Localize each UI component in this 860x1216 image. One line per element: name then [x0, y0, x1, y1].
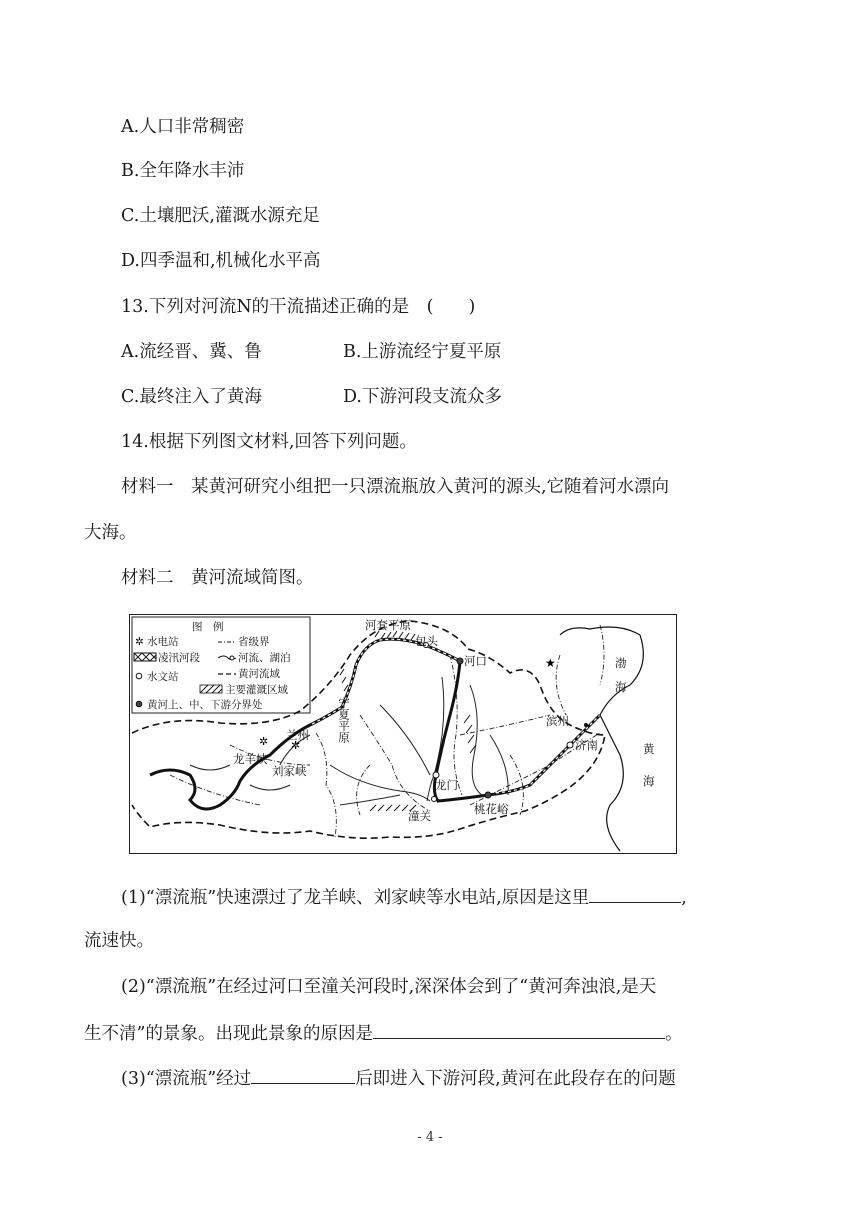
material-1-line-1: 材料一 某黄河研究小组把一只漂流瓶放入黄河的源头,它随着河水漂向: [121, 477, 670, 497]
answer-blank-3[interactable]: [251, 1065, 355, 1084]
option-12d: D.四季温和,机械化水平高: [121, 251, 321, 271]
label-hetao: 河套平原: [365, 618, 411, 632]
question-14-stem: 14.根据下列图文材料,回答下列问题。: [121, 432, 417, 452]
option-13b: B.上游流经宁夏平原: [343, 342, 502, 362]
option-12b: B.全年降水丰沛: [121, 161, 245, 181]
label-binzhou: 滨州: [546, 714, 569, 728]
beijing-star-icon: ★: [545, 656, 556, 670]
legend-river-lake: 河流、湖泊: [238, 652, 291, 664]
label-bohai-1: 渤: [615, 656, 627, 670]
option-12c: C.土壤肥沃,灌溉水源充足: [121, 206, 320, 226]
option-12a: A.人口非常稠密: [121, 117, 245, 137]
label-huanghai-2: 海: [643, 774, 655, 788]
binzhou-marker: [584, 723, 588, 727]
legend-ice-flood: 凌汛河段: [158, 652, 200, 664]
label-liujiaxia: 刘家峡: [272, 764, 307, 778]
label-lanzhou: 兰州: [286, 728, 309, 742]
sub-question-3-line-1: (3)“漂流瓶”经过 后即进入下游河段,黄河在此段存在的问题: [121, 1065, 676, 1091]
sub-question-2-line-2: 生不清”的景象。出现此景象的原因是 。: [84, 1020, 682, 1046]
label-huanghai-1: 黄: [643, 742, 655, 756]
sub-question-1-line-1: (1)“漂流瓶”快速漂过了龙羊峡、刘家峡等水电站,原因是这里 ,: [121, 884, 687, 910]
label-taohuayu: 桃花峪: [474, 802, 509, 816]
label-longyangxia: 龙羊峡: [233, 752, 268, 766]
division-icon: [136, 701, 142, 707]
coastline: [560, 627, 643, 851]
option-13c: C.最终注入了黄海: [121, 387, 262, 407]
legend-hydro-station: 水文站: [147, 671, 179, 683]
material-2: 材料二 黄河流域简图。: [121, 568, 314, 588]
hydro-station-icon: [136, 673, 142, 679]
answer-blank-1[interactable]: [589, 884, 681, 903]
label-hekou: 河口: [464, 654, 487, 668]
label-tongguan: 潼关: [408, 809, 431, 823]
label-longmen: 龙门: [435, 778, 458, 792]
yellow-river-basin-map: [129, 614, 677, 854]
legend-boundary: 省级界: [238, 636, 270, 648]
hekou-marker: [457, 658, 463, 664]
label-bohai-2: 海: [615, 680, 627, 694]
legend-title: 图 例: [192, 621, 224, 633]
jinan-marker: [567, 742, 573, 748]
legend-basin: 黄河流域: [238, 668, 280, 680]
legend-irrigation: 主要灌溉区域: [225, 684, 288, 696]
legend-division: 黄河上、中、下游分界处: [147, 699, 263, 711]
label-baotou: 包头: [415, 634, 438, 648]
option-13d: D.下游河段支流众多: [343, 387, 502, 407]
legend-hydropower: 水电站: [147, 636, 179, 648]
liujiaxia-icon: ✲: [291, 739, 301, 752]
map-legend: [132, 617, 310, 713]
hydropower-icon: ✲: [135, 636, 144, 648]
tongguan-marker: [432, 797, 437, 802]
label-jinan: 济南: [575, 738, 598, 752]
answer-blank-2[interactable]: [373, 1020, 665, 1039]
sub-question-1-line-2: 流速快。: [84, 931, 154, 951]
label-ningxia: 宁夏平原: [337, 697, 351, 743]
sub-question-2-line-1: (2)“漂流瓶”在经过河口至潼关河段时,深深体会到了“黄河奔浊浪,是天: [121, 977, 657, 997]
taohuayu-marker: [485, 792, 491, 798]
material-1-line-2: 大海。: [84, 523, 137, 543]
question-13-stem: 13.下列对河流N的干流描述正确的是 ( ): [121, 297, 476, 317]
longyangxia-icon: ✲: [259, 735, 269, 748]
page-number: - 4 -: [417, 1130, 443, 1145]
option-13a: A.流经晋、冀、鲁: [121, 342, 262, 362]
